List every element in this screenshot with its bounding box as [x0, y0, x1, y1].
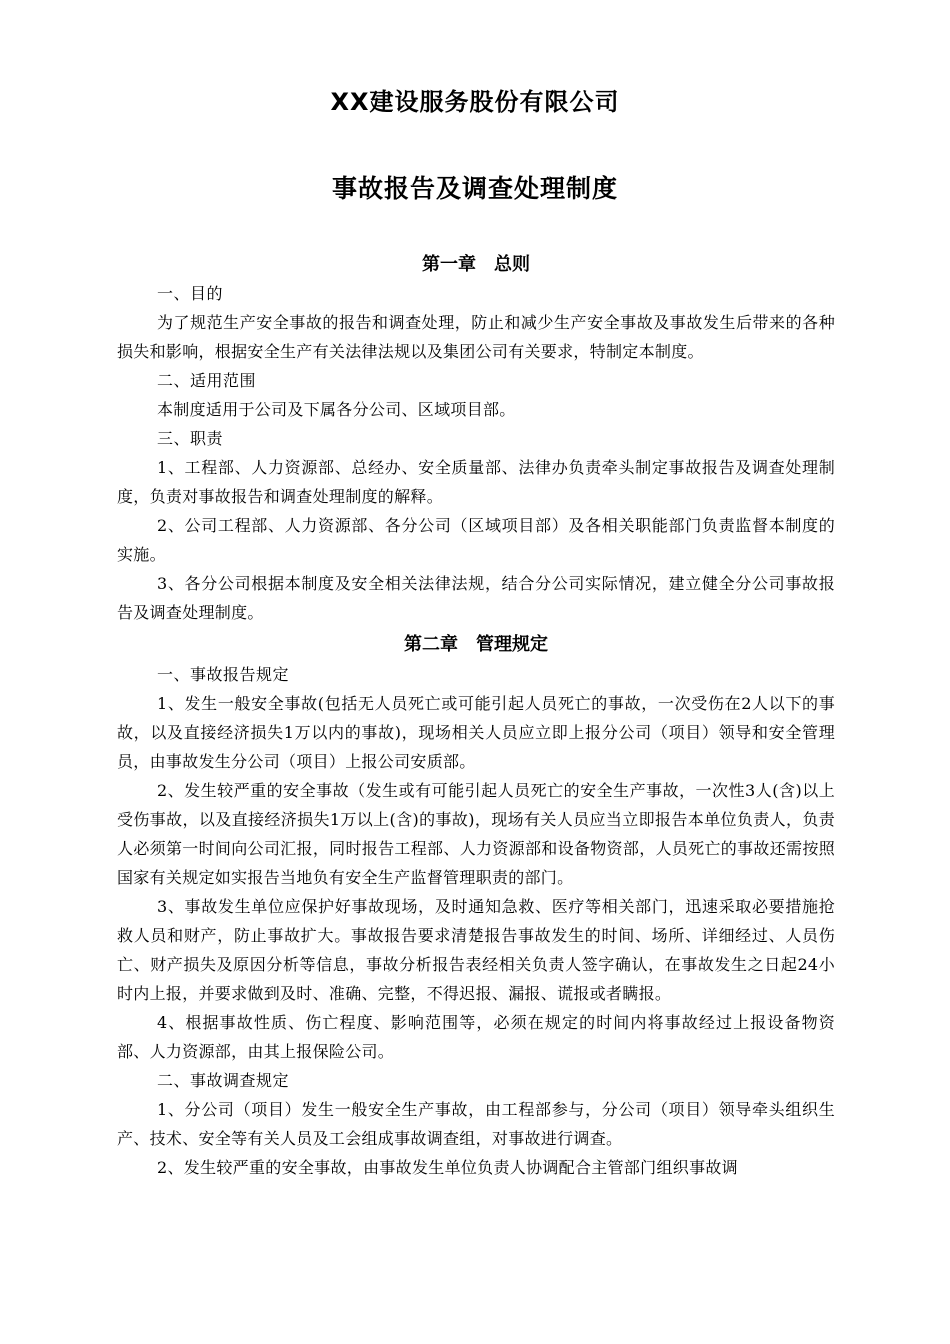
report-item-1: 1、发生一般安全事故(包括无人员死亡或可能引起人员死亡的事故，一次受伤在2人以下的事故，以及直接经济损失1万以内的事故)，现场相关人员应立即上报分公司（项目）领导和安全管理员，由事故发生分公司（项目）上报公司安质部。 [117, 694, 835, 771]
document-body [117, 250, 835, 1182]
section-scope-heading: 二、适用范围 [157, 371, 257, 390]
section-purpose-heading: 一、目的 [157, 284, 224, 303]
company-name: XX建设服务股份有限公司 [330, 88, 620, 116]
investigation-item-2: 2、发生较严重的安全事故，由事故发生单位负责人协调配合主管部门组织事故调 [157, 1158, 738, 1177]
chapter-1-heading: 第一章 总则 [422, 254, 530, 275]
section-duty-heading: 三、职责 [157, 429, 224, 448]
investigation-item-1: 1、分公司（项目）发生一般安全生产事故，由工程部参与，分公司（项目）领导牵头组织生产、技术、安全等有关人员及工会组成事故调查组，对事故进行调查。 [117, 1100, 835, 1148]
section-report-heading: 一、事故报告规定 [157, 665, 290, 684]
duty-item-1: 1、工程部、人力资源部、总经办、安全质量部、法律办负责牵头制定事故报告及调查处理制度，负责对事故报告和调查处理制度的解释。 [117, 458, 835, 506]
section-purpose-text: 为了规范生产安全事故的报告和调查处理，防止和减少生产安全事故及事故发生后带来的各种损失和影响，根据安全生产有关法律法规以及集团公司有关要求，特制定本制度。 [117, 313, 835, 361]
duty-item-2: 2、公司工程部、人力资源部、各分公司（区域项目部）及各相关职能部门负责监督本制度的实施。 [117, 516, 835, 564]
duty-item-3: 3、各分公司根据本制度及安全相关法律法规，结合分公司实际情况，建立健全分公司事故报告及调查处理制度。 [117, 574, 835, 622]
section-scope-text: 本制度适用于公司及下属各分公司、区域项目部。 [157, 400, 516, 419]
report-item-4: 4、根据事故性质、伤亡程度、影响范围等，必须在规定的时间内将事故经过上报设备物资部、人力资源部，由其上报保险公司。 [117, 1013, 835, 1061]
chapter-2-heading: 第二章 管理规定 [404, 634, 548, 655]
document-title: 事故报告及调查处理制度 [331, 174, 618, 203]
report-item-2: 2、发生较严重的安全事故（发生或有可能引起人员死亡的安全生产事故，一次性3人(含)以上受伤事故，以及直接经济损失1万以上(含)的事故)，现场有关人员应当立即报告本单位负责人，负责人必须第一时间向公司汇报，同时报告工程部、人力资源部和设备物资部，人员死亡的事故还需按照国家有关规定如实报告当地负有安全生产监督管理职责的部门。 [117, 781, 835, 887]
section-investigation-heading: 二、事故调查规定 [157, 1071, 290, 1090]
report-item-3: 3、事故发生单位应保护好事故现场，及时通知急救、医疗等相关部门，迅速采取必要措施抢救人员和财产，防止事故扩大。事故报告要求清楚报告事故发生的时间、场所、详细经过、人员伤亡、财产损失及原因分析等信息，事故分析报告表经相关负责人签字确认，在事故发生之日起24小时内上报，并要求做到及时、准确、完整，不得迟报、漏报、谎报或者瞒报。 [117, 897, 835, 1003]
